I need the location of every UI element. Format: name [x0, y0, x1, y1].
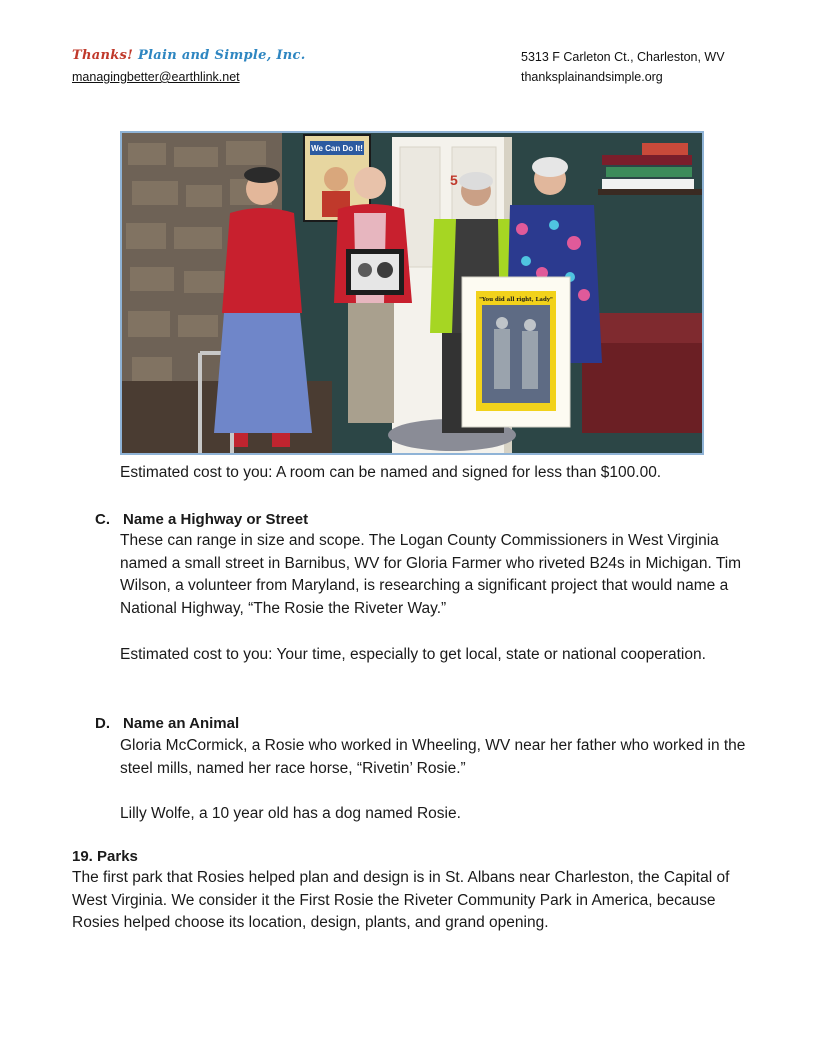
email-link[interactable]: managingbetter@earthlink.net [72, 70, 240, 84]
poster-text: We Can Do It! [311, 144, 363, 153]
section-c-cost: Estimated cost to you: Your time, especially to get local, state or national cooperation. [120, 646, 706, 663]
brand-rest: Plain and Simple, Inc. [137, 48, 306, 63]
section-c-heading [95, 509, 308, 532]
section-c-title: Name a Highway or Street [123, 511, 309, 528]
door-number: 5 [450, 172, 458, 188]
section-d-lilly: Lilly Wolfe, a 10 year old has a dog named Rosie. [120, 805, 461, 822]
section-c-letter: C. [95, 511, 110, 528]
company-name [72, 48, 306, 63]
photo-illustration [122, 133, 702, 453]
room-cost-estimate: Estimated cost to you: A room can be named and signed for less than $100.00. [120, 464, 662, 481]
section-d-letter: D. [95, 715, 110, 732]
section-d-title: Name an Animal [123, 715, 240, 732]
brand-thanks: Thanks! [72, 48, 134, 63]
section-d-body: Gloria McCormick, a Rosie who worked in Wheeling, WV near her father who worked in the steel mills, named her race horse, “Rivetin’ Rosie.” [120, 737, 746, 777]
section-d-heading [95, 713, 239, 736]
address: 5313 F Carleton Ct., Charleston, WV [521, 50, 725, 64]
section-19-body: The first park that Rosies helped plan and design is in St. Albans near Charleston, the Capital of West Virginia. We consider it the First Rosie the Riveter Community Park in America, because Rosies helped choose its location, design, plants, and grand opening. [72, 869, 730, 931]
section-19-heading: 19. Parks [72, 848, 138, 865]
section-c-body: These can range in size and scope. The Logan County Commissioners in West Virginia named a small street in Barnibus, WV for Gloria Farmer who riveted B24s in Michigan. Tim Wilson, a volunteer from Maryland, is researching a significant project that would name a National Highway, “The Rosie the Riveter Way.” [120, 532, 742, 617]
group-photo [120, 131, 704, 455]
frame-caption: "You did all right, Lady" [479, 297, 553, 303]
website: thanksplainandsimple.org [521, 70, 663, 84]
